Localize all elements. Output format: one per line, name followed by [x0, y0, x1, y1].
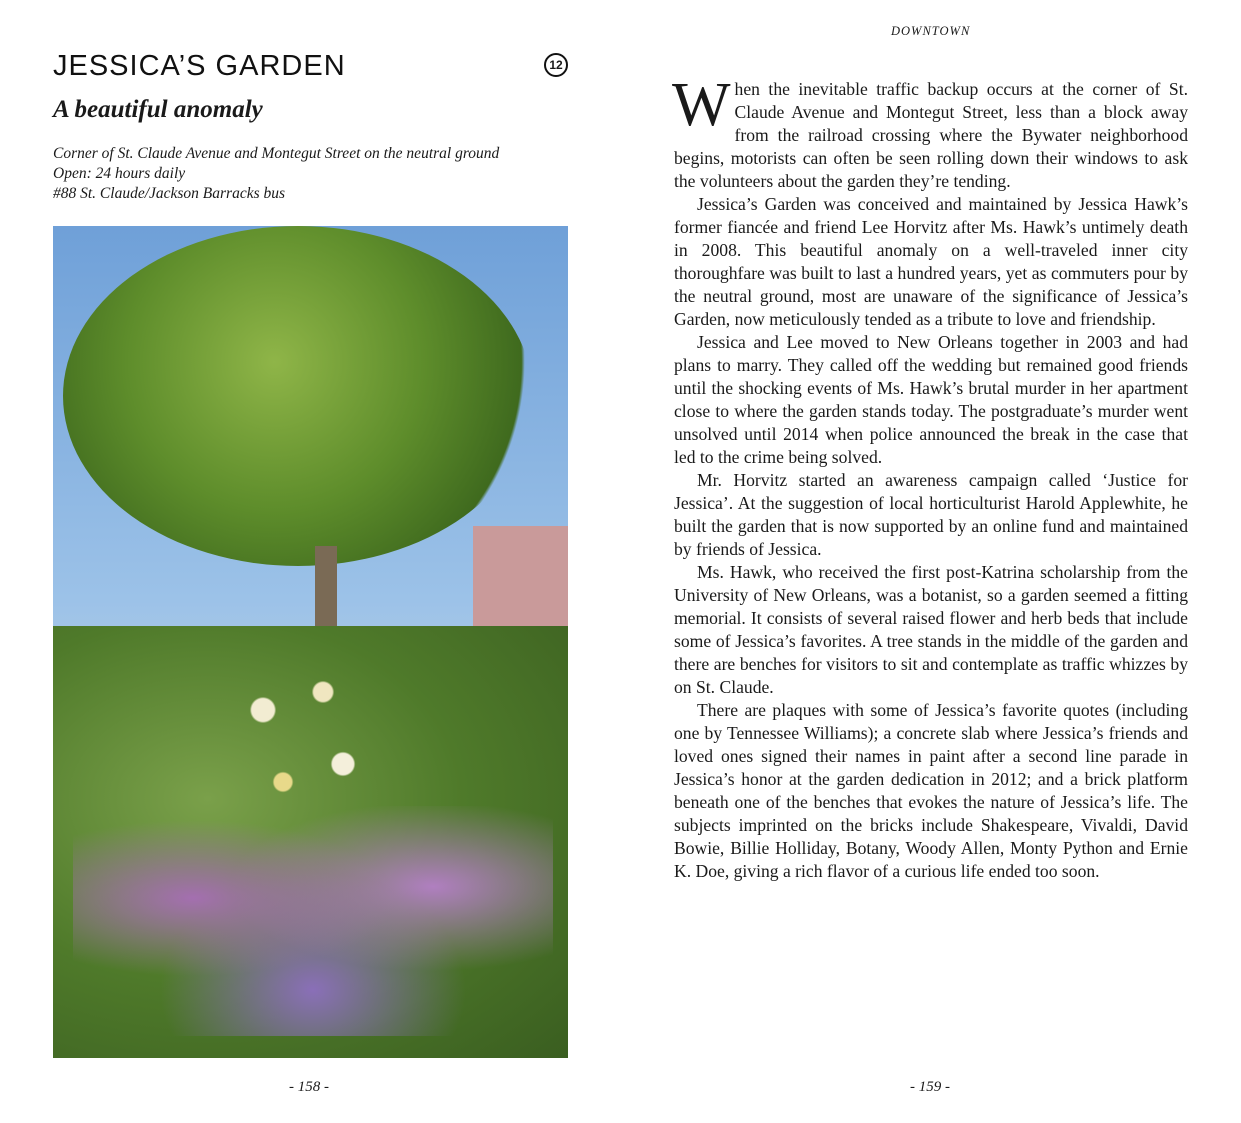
paragraph: Mr. Horvitz started an awareness campaign called ‘Justice for Jessica’. At the suggestion of local horticulturist Harold Applewhite, he built the garden that is now supported by an online fund and maintained by friends of Jessica. — [674, 470, 1188, 559]
article-body — [672, 71, 1188, 883]
paragraph: There are plaques with some of Jessica’s favorite quotes (including one by Tennessee Williams); a concrete slab where Jessica’s friends and loved ones signed their names in paint after a second line parade in Jessica’s honor at the garden dedication in 2012; and a brick platform beneath one of the benches that evokes the nature of Jessica’s life. The subjects imprinted on the bricks include Shakespeare, Vivaldi, David Bowie, Billie Holliday, Botany, Woody Allen, Monty Python and Ernie K. Doe, giving a rich flavor of a curious life ended too soon. — [674, 700, 1188, 881]
info-transport: #88 St. Claude/Jackson Barracks bus — [53, 185, 286, 202]
tree-canopy — [63, 226, 533, 566]
paragraph: Ms. Hawk, who received the first post-Katrina scholarship from the University of New Orleans, was a botanist, so a garden seemed a fitting memorial. It consists of several raised flower and herb beds that include some of Jessica’s favorites. A tree stands in the middle of the garden and there are benches for visitors to sit and contemplate as traffic whizzes by on St. Claude. — [674, 562, 1188, 697]
entry-info — [53, 144, 499, 204]
paragraph — [672, 71, 1188, 193]
entry-number-badge: 12 — [544, 53, 568, 77]
purple-flowers — [73, 806, 553, 1036]
info-location: Corner of St. Claude Avenue and Montegut Street on the neutral ground — [53, 145, 500, 162]
entry-title: JESSICA’S GARDEN — [53, 50, 346, 82]
paragraph: Jessica’s Garden was conceived and maintained by Jessica Hawk’s former fiancée and friend Lee Horvitz after Ms. Hawk’s untimely death in 2008. This beautiful anomaly on a well-traveled inner city thoroughfare was built to last a hundred years, yet as commuters pour by the neutral ground, most are unaware of the significance of Jessica’s Garden, now meticulously tended as a tribute to love and friendship. — [674, 194, 1188, 329]
info-hours: Open: 24 hours daily — [53, 165, 186, 182]
page-number-left: - 158 - — [289, 1079, 329, 1095]
page-number-right: - 159 - — [910, 1079, 950, 1095]
garden-photo — [53, 226, 568, 1058]
drop-cap: W — [672, 71, 731, 139]
paragraph: Jessica and Lee moved to New Orleans together in 2003 and had plans to marry. They called off the wedding but remained good friends until the shocking events of Ms. Hawk’s brutal murder in her apartment close to where the garden stands today. The postgraduate’s murder went unsolved until 2014 when police announced the break in the case that led to the crime being solved. — [674, 332, 1188, 467]
paragraph-text: hen the inevitable traffic backup occurs at the corner of St. Claude Avenue and Montegut Street, less than a block away from the railroad crossing where the Bywater neighborhood begins, motorists can often be seen rolling down their windows to ask the volunteers about the garden they’re tending. — [674, 79, 1188, 191]
white-roses — [203, 656, 403, 836]
entry-subtitle: A beautiful anomaly — [53, 96, 263, 123]
running-head: DOWNTOWN — [891, 24, 971, 38]
